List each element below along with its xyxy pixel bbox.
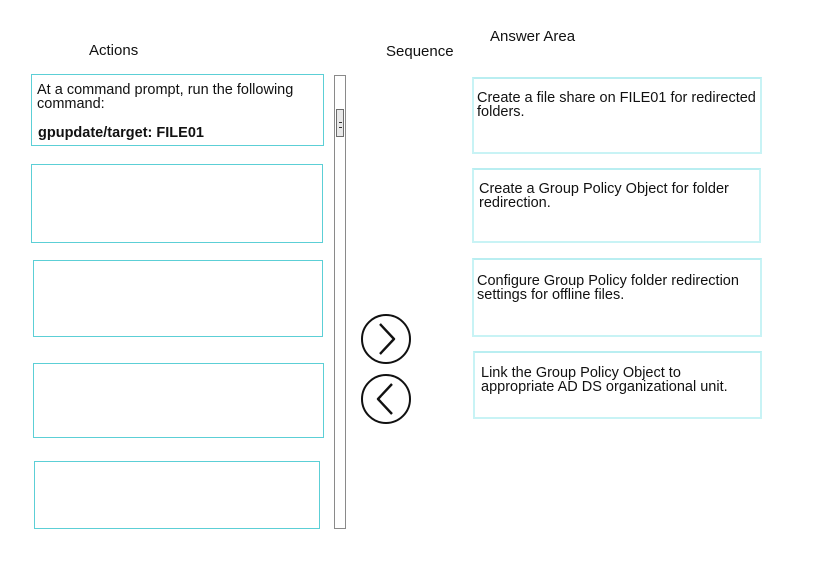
chevron-left-circle-icon: [361, 374, 411, 424]
scrollbar-thumb[interactable]: [336, 109, 344, 137]
action-item-3[interactable]: [33, 260, 323, 337]
answer-item-2[interactable]: [472, 168, 761, 243]
sequence-header: Sequence: [386, 43, 454, 60]
scrollbar-grip-icon: [339, 122, 342, 128]
answer-item-2-text: Create a Group Policy Object for folder redirection.: [479, 181, 729, 211]
action-item-5[interactable]: [34, 461, 320, 529]
chevron-right-circle-icon: [361, 314, 411, 364]
answer-item-1-text: Create a file share on FILE01 for redirected folders.: [477, 90, 756, 120]
answer-item-3-text: Configure Group Policy folder redirection settings for offline files.: [477, 273, 739, 303]
action-item-1-command: gpupdate/target: FILE01: [38, 125, 204, 141]
answer-item-4[interactable]: [473, 351, 762, 419]
answer-area-header: Answer Area: [490, 28, 576, 45]
answer-item-4-text: Link the Group Policy Object to appropriate AD DS organizational unit.: [481, 365, 728, 395]
action-item-4[interactable]: [33, 363, 324, 438]
actions-scrollbar[interactable]: [334, 75, 346, 529]
answer-item-1[interactable]: [472, 77, 762, 154]
action-item-1[interactable]: [31, 74, 324, 146]
move-right-button[interactable]: [361, 314, 411, 364]
actions-header: Actions: [89, 42, 139, 59]
action-item-1-text: At a command prompt, run the following command:: [37, 82, 294, 112]
move-left-button[interactable]: [361, 374, 411, 424]
action-item-2[interactable]: [31, 164, 323, 243]
answer-item-3[interactable]: [472, 258, 762, 337]
